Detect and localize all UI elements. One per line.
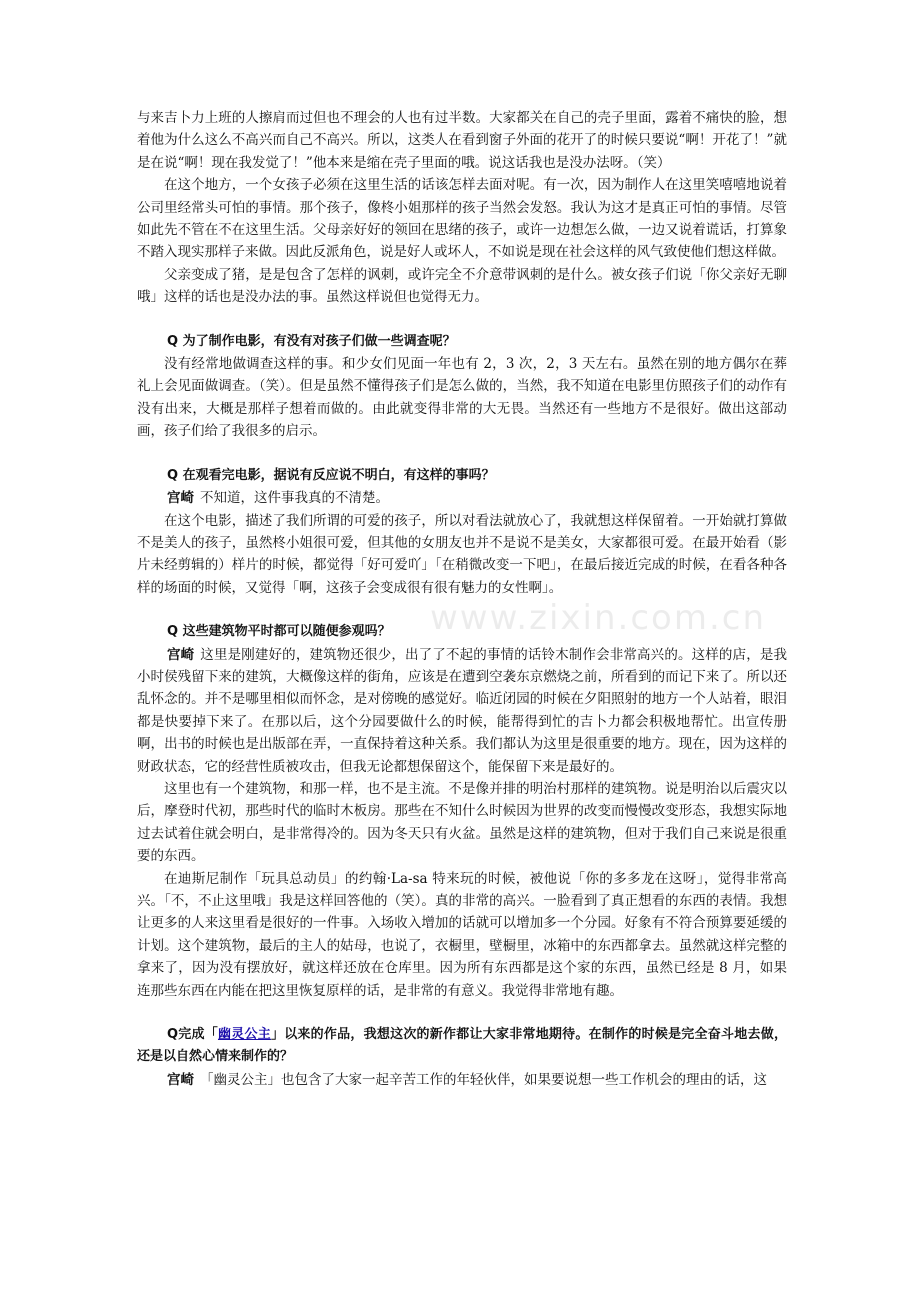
question-heading: Q 这些建筑物平时都可以随便参观吗？ (167, 624, 391, 640)
question-text: 」以来的作品，我想这次的新作都让大家非常地期待。在制作的时候是完全奋斗地去做，还是以自然心情来制作的？ (137, 1027, 787, 1065)
answer-paragraph: 没有经常地做调查这样的事。和少女们见面一年也有 2，3 次，2，3 天左右。虽然在别的地方偶尔在葬礼上会见面做调查。（笑）。但是虽然不懂得孩子们是怎么做的，当然，我不知道在电影里仿照孩子们的动作有没有出来，大概是那样子想着而做的。由此就变得非常的大无畏。当然还有一些地方不是很好。做出这部动画，孩子们给了我很多的启示。 (137, 356, 787, 440)
paragraph: 在这个地方，一个女孩子必须在这里生活的话该怎样去面对呢。有一次，因为制作人在这里笑嘻嘻地说着公司里经常头可怕的事情。那个孩子，像柊小姐那样的孩子当然会发怒。我认为这才是真正可怕的事情。尽管如此先不管在不在这里生活。父母亲好好的领回在思绪的孩子，或许一边想怎么做，一边又说着谎话，打算象不踏入现实那样子来做。因此反派角色，说是好人或坏人，不如说是现在社会这样的风气致使他们想这样做。 (137, 177, 787, 261)
answer-paragraph: 这里也有一个建筑物，和那一样，也不是主流。不是像并排的明治村那样的建筑物。说是明治以后震灾以后，摩登时代初，那些时代的临时木板房。那些在不知什么时候因为世界的改变而慢慢改变形态，我想实际地过去试着住就会明白，是非常得冷的。因为冬天只有火盆。虽然是这样的建筑物，但对于我们自己来说是很重要的东西。 (137, 780, 787, 865)
question-heading: Q 在观看完电影，据说有反应说不明白，有这样的事吗？ (167, 467, 495, 483)
speaker-label: 宫崎 (167, 1071, 194, 1088)
speaker-label: 宫崎 (167, 490, 194, 507)
speaker-label: 宫崎 (167, 646, 195, 663)
question-text: Q完成「 (167, 1027, 218, 1043)
answer-text: 这里是刚建好的，建筑物还很少，出了了不起的事情的话铃木制作会非常高兴的。这样的店，是我小时侯残留下来的建筑，大概像这样的街角，应该是在遭到空袭东京燃烧之前，所看到的而记下来了。所以还乱怀念的。并不是哪里相似而怀念，是对傍晚的感觉好。临近闭园的时候在夕阳照射的地方一个人站着，眼泪都是快要掉下来了。在那以后，这个分园要做什么的时候，能帮得到忙的吉卜力都会积极地帮忙。出宣传册啊，出书的时候也是出版部在弄，一直保持着这种关系。我们都认为这里是很重要的地方。现在，因为这样的财政状态，它的经营性质被攻击，但我无论都想保留这个，能保留下来是最好的。 (137, 646, 788, 775)
watermark: www.zixin.com.cn (430, 598, 766, 638)
answer-text: 不知道，这件事我真的不清楚。 (200, 490, 389, 507)
answer-paragraph: 在迪斯尼制作「玩具总动员」的约翰·La-sa 特来玩的时候，被他说「你的多多龙在这呀」，觉得非常高兴。「不，不止这里哦」我是这样回答他的（笑）。真的非常的高兴。一脸看到了真正想看的东西的表情。我想让更多的人来这里看是很好的一件事。入场收入增加的话就可以增加多一个分园。好象有不符合预算要延缓的计划。这个建筑物，最后的主人的姑母，也说了，衣橱里，壁橱里，冰箱中的东西都拿去。虽然就这样完整的拿来了，因为没有摆放好，就这样还放在仓库里。因为所有东西都是这个家的东西，虽然已经是 8 月，如果连那些东西在内能在把这里恢复原样的话，是非常的有意义。我觉得非常地有趣。 (137, 870, 787, 999)
film-link[interactable]: 幽灵公主 (218, 1027, 271, 1043)
answer-paragraph (137, 1069, 787, 1091)
answer-paragraph: 在这个电影，描述了我们所谓的可爱的孩子，所以对看法就放心了，我就想这样保留着。一开始就打算做不是美人的孩子，虽然柊小姐很可爱，但其他的女朋友也并不是说不是美女，大家都很可爱。在最开始看（影片未经剪辑的）样片的时候，都觉得「好可爱吖」「在稍微改变一下吧」，在最后接近完成的时候，在看各种各样的场面的时候，又觉得「啊，这孩子会变成很有很有魅力的女性啊」。 (137, 512, 787, 596)
answer-text: 「幽灵公主」也包含了大家一起辛苦工作的年轻伙伴，如果要说想一些工作机会的理由的话，这 (200, 1071, 767, 1088)
paragraph: 父亲变成了猪，是是包含了怎样的讽刺，或许完全不介意带讽刺的是什么。被女孩子们说「你父亲好无聊哦」这样的话也是没办法的事。虽然这样说但也觉得无力。 (137, 266, 787, 306)
answer-paragraph (137, 487, 787, 509)
answer-paragraph (137, 644, 787, 778)
question-heading (137, 1024, 787, 1069)
question-heading: Q 为了制作电影，有没有对孩子们做一些调查呢？ (167, 333, 456, 349)
paragraph: 与来吉卜力上班的人擦肩而过但也不理会的人也有过半数。大家都关在自己的壳子里面，露着不痛快的脸，想着他为什么这么不高兴而自己不高兴。所以，这类人在看到窗子外面的花开了的时候只要说“啊！开花了！”就是在说“啊！现在我发觉了！”他本来是缩在壳子里面的哦。说这话我也是没办法呀。（笑） (137, 110, 787, 171)
document-body (137, 107, 787, 1091)
